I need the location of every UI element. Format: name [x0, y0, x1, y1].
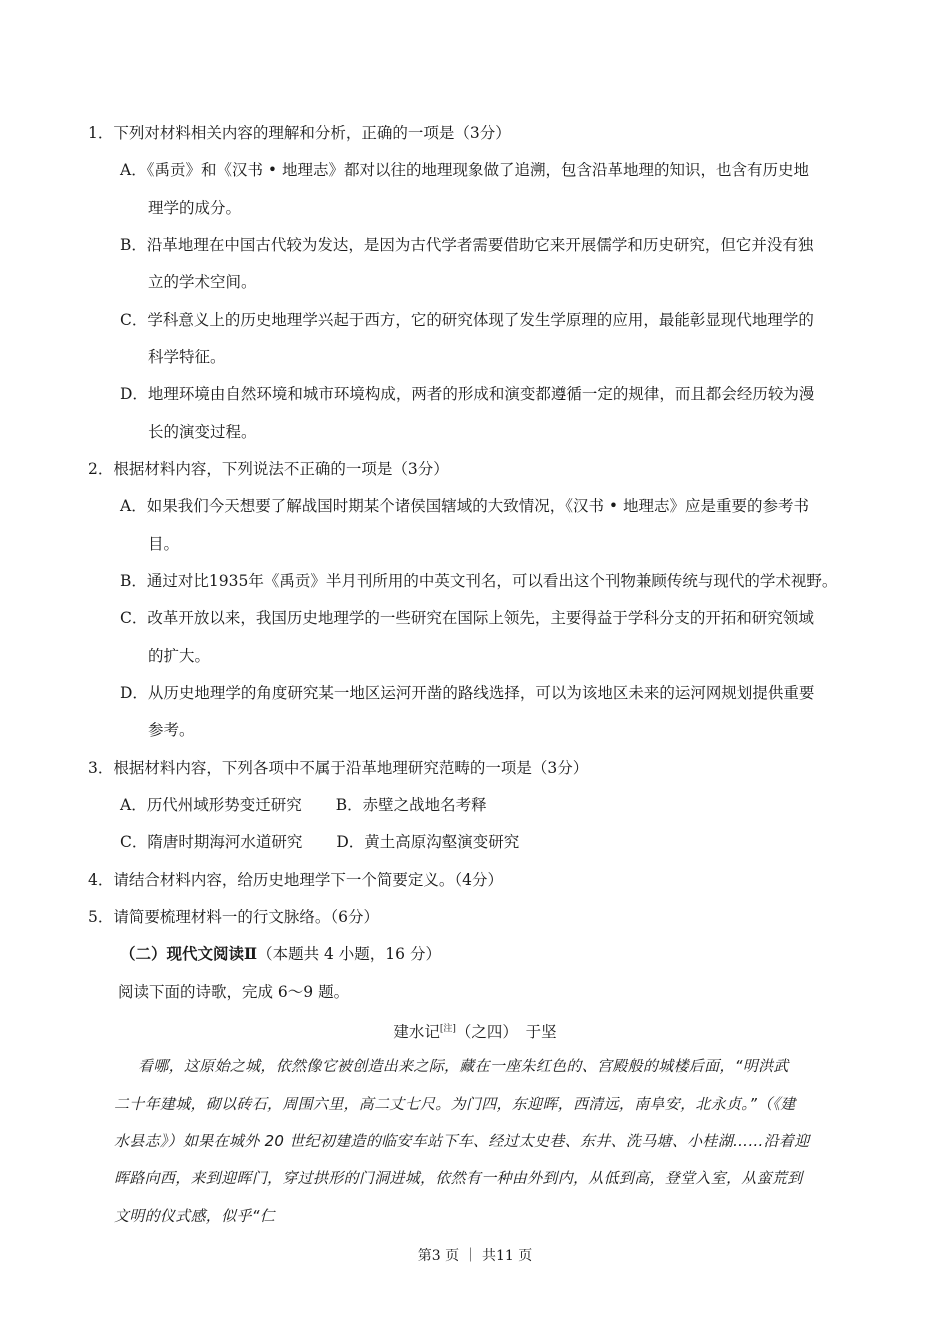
question-2-stem: 2．根据材料内容，下列说法不正确的一项是（3分） [88, 460, 449, 478]
question-1-option-d-cont: 长的演变过程。 [148, 423, 257, 441]
section-header [120, 944, 441, 964]
poem-line-4: 晖路向西，来到迎晖门，穿过拱形的门洞进城，依然有一种由外到内，从低到高，登堂入室，从蛮荒到 [114, 1169, 803, 1187]
question-3-options-row-2 [120, 832, 519, 852]
question-2-option-b: B．通过对比1935年《禹贡》半月刊所用的中英文刊名，可以看出这个刊物兼顾传统与现代的学术视野。 [120, 572, 838, 590]
question-1-option-b-cont: 立的学术空间。 [148, 273, 257, 291]
poem-line-2: 二十年建城，砌以砖石，周围六里，高二丈七尺。为门四，东迎晖，西清远，南阜安，北永贞。”（《建 [114, 1095, 796, 1113]
question-3-option-d: D．黄土高原沟壑演变研究 [336, 833, 520, 851]
question-2-option-a-cont: 目。 [148, 535, 180, 553]
section-note: （本题共 4 小题，16 分） [257, 945, 441, 963]
section-title: （二）现代文阅读Ⅱ [120, 944, 258, 963]
poem-title [0, 1019, 950, 1042]
question-2-option-d-cont: 参考。 [148, 721, 195, 739]
question-2-option-c: C．改革开放以来，我国历史地理学的一些研究在国际上领先，主要得益于学科分支的开拓和研究领域 [120, 609, 814, 627]
section-instruction: 阅读下面的诗歌，完成 6～9 题。 [118, 983, 350, 1001]
poem-line-1: 看哪，这原始之城，依然像它被创造出来之际，藏在一座朱红色的、宫殿般的城楼后面，“明洪武 [138, 1057, 789, 1075]
question-4-stem: 4．请结合材料内容，给历史地理学下一个简要定义。（4分） [88, 871, 503, 889]
question-1-option-b: B．沿革地理在中国古代较为发达，是因为古代学者需要借助它来开展儒学和历史研究，但它并没有独 [120, 236, 814, 254]
poem-title-text: 建水记 [393, 1023, 440, 1042]
question-1-option-a-cont: 理学的成分。 [148, 199, 242, 217]
question-3-option-b: B．赤壁之战地名考释 [335, 796, 487, 814]
question-5-stem: 5．请简要梳理材料一的行文脉络。（6分） [88, 908, 379, 926]
question-3-stem: 3．根据材料内容，下列各项中不属于沿革地理研究范畴的一项是（3分） [88, 759, 589, 777]
question-2-option-d: D．从历史地理学的角度研究某一地区运河开凿的路线选择，可以为该地区未来的运河网规划提供重要 [120, 684, 815, 702]
question-3-options-row-1 [120, 795, 487, 815]
page-footer: 第3 页 ｜ 共11 页 [417, 1248, 533, 1264]
question-2-option-a: A．如果我们今天想要了解战国时期某个诸侯国辖域的大致情况，《汉书 • 地理志》应是重要的参考书 [120, 497, 809, 515]
poem-line-5: 文明的仪式感，似乎“仁 [114, 1207, 276, 1225]
question-3-option-c: C．隋唐时期海河水道研究 [120, 833, 303, 851]
question-3-option-a: A．历代州域形势变迁研究 [120, 796, 302, 814]
question-1-option-c: C．学科意义上的历史地理学兴起于西方，它的研究体现了发生学原理的应用，最能彰显现代地理学的 [120, 311, 814, 329]
question-2-option-c-cont: 的扩大。 [148, 647, 211, 665]
question-1-stem: 1．下列对材料相关内容的理解和分析，正确的一项是（3分） [88, 124, 511, 142]
question-1-option-a: A．《禹贡》和《汉书 • 地理志》都对以往的地理现象做了追溯，包含沿革地理的知识，也含有历史地 [120, 161, 809, 179]
question-1-option-c-cont: 科学特征。 [148, 348, 226, 366]
question-1-option-d: D．地理环境由自然环境和城市环境构成，两者的形成和演变都遵循一定的规律，而且都会经历较为漫 [120, 385, 815, 403]
poem-subtitle: （之四） 于坚 [455, 1023, 557, 1042]
poem-line-3: 水县志》）如果在城外 20 世纪初建造的临安车站下车、经过太史巷、东井、洗马塘、小桂湖……沿着迎 [114, 1132, 810, 1150]
poem-title-note-marker: [注] [439, 1024, 456, 1034]
